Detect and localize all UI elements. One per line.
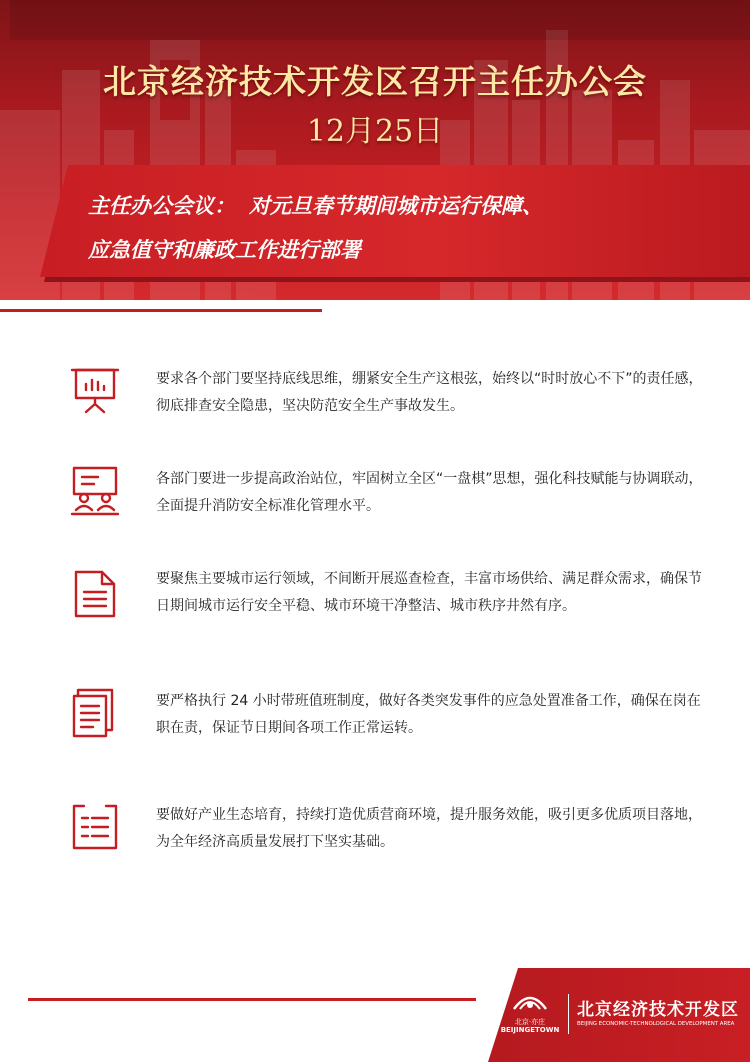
footer-divider <box>568 994 569 1034</box>
item-text: 要严格执行 24 小时带班值班制度，做好各类突发事件的应急处置准备工作，确保在岗在职在责，保证节日期间各项工作正常运转。 <box>156 693 701 736</box>
headline-line-2: 应急值守和廉政工作进行部署 <box>88 238 361 262</box>
page-title: 北京经济技术开发区召开主任办公会 <box>103 62 647 101</box>
item-text: 要做好产业生态培育，持续打造优质营商环境，提升服务效能，吸引更多优质项目落地，为全年经济高质量发展打下坚实基础。 <box>156 807 702 850</box>
org-name: 北京经济技术开发区 <box>577 1000 739 1020</box>
divider-bottom <box>28 998 476 1001</box>
org-name-en: BEIJING ECONOMIC-TECHNOLOGICAL DEVELOPMENT AREA <box>577 1021 735 1027</box>
files-icon <box>68 686 122 740</box>
logo-en-text: BEIJINGETOWN <box>500 1026 560 1034</box>
headline-label: 主任办公会议： <box>88 194 235 218</box>
headline-line-1 <box>88 184 728 228</box>
headline-line-1-text: 对元旦春节期间城市运行保障、 <box>249 194 543 218</box>
checklist-icon <box>68 800 122 854</box>
item-text: 要聚焦主要城市运行领域，不间断开展巡查检查，丰富市场供给、满足群众需求，确保节日期间城市运行安全平稳、城市环境干净整洁、城市秩序井然有序。 <box>156 571 702 614</box>
meeting-people-icon <box>68 464 122 518</box>
divider-top <box>0 309 322 312</box>
headline-text <box>88 184 728 272</box>
item-text: 要求各个部门要坚持底线思维，绷紧安全生产这根弦，始终以“时时放心不下”的责任感，彻底排查安全隐患，坚决防范安全生产事故发生。 <box>156 371 703 414</box>
document-icon <box>68 566 122 620</box>
item-text: 各部门要进一步提高政治站位，牢固树立全区“一盘棋”思想，强化科技赋能与协调联动，全面提升消防安全标准化管理水平。 <box>156 471 703 514</box>
presentation-board-icon <box>68 364 122 418</box>
meeting-date: 12月25日 <box>306 114 444 149</box>
logo-cn-text: 北京·亦庄 <box>514 1018 546 1026</box>
